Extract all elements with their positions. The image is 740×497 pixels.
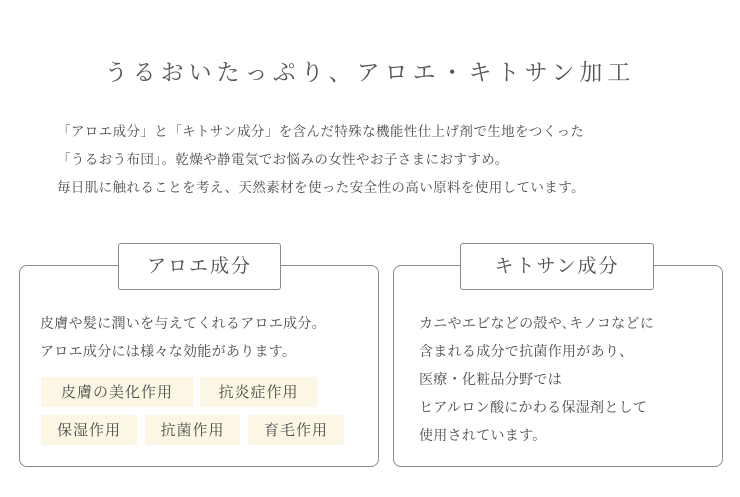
aloe-description-line: 皮膚や髪に潤いを与えてくれるアロエ成分。 <box>40 316 326 332</box>
aloe-effect-tag: 保湿作用 <box>41 415 137 445</box>
aloe-effect-tag: 抗炎症作用 <box>200 377 317 407</box>
page-title: うるおいたっぷり、アロエ・キトサン加工 <box>104 60 636 86</box>
aloe-effect-tag: 育毛作用 <box>248 415 344 445</box>
aloe-description-line: アロエ成分には様々な効能があります。 <box>40 344 297 360</box>
chitosan-description-line: ヒアルロン酸にかわる保湿剤として <box>419 400 648 416</box>
aloe-effect-tag: 抗菌作用 <box>145 415 240 445</box>
intro-text <box>57 118 727 202</box>
aloe-effect-tag: 皮膚の美化作用 <box>41 377 193 407</box>
chitosan-card-label: キトサン成分 <box>460 243 654 290</box>
chitosan-description-line: カニやエビなどの殻や､キノコなどに <box>419 316 655 332</box>
chitosan-description <box>419 310 654 450</box>
intro-line: 「うるおう布団」。乾燥や静電気でお悩みの女性やお子さまにおすすめ。 <box>57 152 509 168</box>
chitosan-description-line: 含まれる成分で抗菌作用があり、 <box>419 344 634 360</box>
intro-line: 毎日肌に触れることを考え、天然素材を使った安全性の高い原料を使用しています。 <box>57 180 585 196</box>
aloe-description <box>40 310 326 366</box>
intro-line: 「アロエ成分」と「キトサン成分」を含んだ特殊な機能性仕上げ剤で生地をつくった <box>57 124 585 140</box>
chitosan-description-line: 使用されています。 <box>419 428 547 444</box>
aloe-card-label: アロエ成分 <box>118 243 281 290</box>
chitosan-description-line: 医療・化粧品分野では <box>419 372 562 388</box>
